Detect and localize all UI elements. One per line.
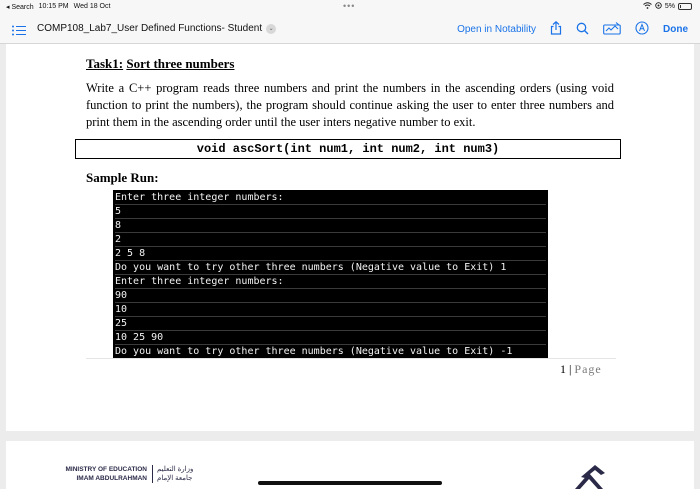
back-to-search[interactable]: ◂ Search [6,4,34,11]
home-indicator[interactable] [258,481,442,485]
battery-icon [678,3,692,10]
status-time: 10:15 PM [38,3,69,10]
markup-icon[interactable] [603,22,621,38]
wifi-icon [643,2,652,11]
done-button[interactable]: Done [663,24,688,35]
chevron-down-icon: ⌄ [266,24,276,34]
status-date: Wed 18 Oct [73,3,111,10]
document-title-button[interactable] [37,23,276,34]
document-title: COMP108_Lab7_User Defined Functions- Student [37,23,263,34]
battery-percent: 5% [664,3,675,10]
task-description: Write a C++ program reads three numbers and print the numbers in the ascending orders (using void function to print the numbers), the program should continue asking the user to enter three numbers and print them in the ascending order until the user inters negative number to exit. [86,81,614,129]
navigation-bar [0,14,700,44]
multitask-dots-icon[interactable]: ••• [343,1,356,11]
arabic-text [152,465,193,483]
document-page-1[interactable] [6,44,694,431]
list-icon[interactable] [12,23,26,34]
console-line: 90 [115,289,546,303]
console-line: 8 [115,219,546,233]
console-line: Do you want to try other three numbers (Negative value to Exit) -1 [115,345,546,359]
arabic-line: وزارة التعليم [157,466,194,473]
share-icon[interactable] [550,21,562,38]
university-logo-icon [571,463,607,489]
ministry-text [61,465,147,483]
arabic-line: جامعة الإمام [157,475,193,482]
page-number [560,362,602,377]
console-line: 10 25 90 [115,331,546,345]
focus-icon [655,2,662,11]
console-line: 2 [115,233,546,247]
footer-divider [86,358,616,359]
console-line: 5 [115,205,546,219]
ministry-line: IMAM ABDULRAHMAN [76,475,147,482]
console-line: 2 5 8 [115,247,546,261]
console-line: 25 [115,317,546,331]
sample-run-console [113,190,548,358]
search-icon[interactable] [576,22,589,38]
console-line: Do you want to try other three numbers (Negative value to Exit) 1 [115,261,546,275]
page-number-separator: | [569,362,572,376]
ministry-line: MINISTRY OF EDUCATION [65,466,147,473]
console-line: Enter three integer numbers: [115,275,546,289]
sample-run-heading: Sample Run: [86,170,159,185]
status-bar [0,0,700,14]
pen-circle-icon[interactable] [635,21,649,38]
console-line: Enter three integer numbers: [115,191,546,205]
function-signature: void ascSort(int num1, int num2, int num3) [75,139,621,159]
console-line: 10 [115,303,546,317]
page-word: Page [574,362,602,376]
page-number-value: 1 [560,362,566,376]
task-title: Sort three numbers [126,56,235,71]
task-label: Task1: [86,56,124,71]
task-heading [86,56,234,72]
open-in-notability-button[interactable]: Open in Notability [457,24,536,35]
